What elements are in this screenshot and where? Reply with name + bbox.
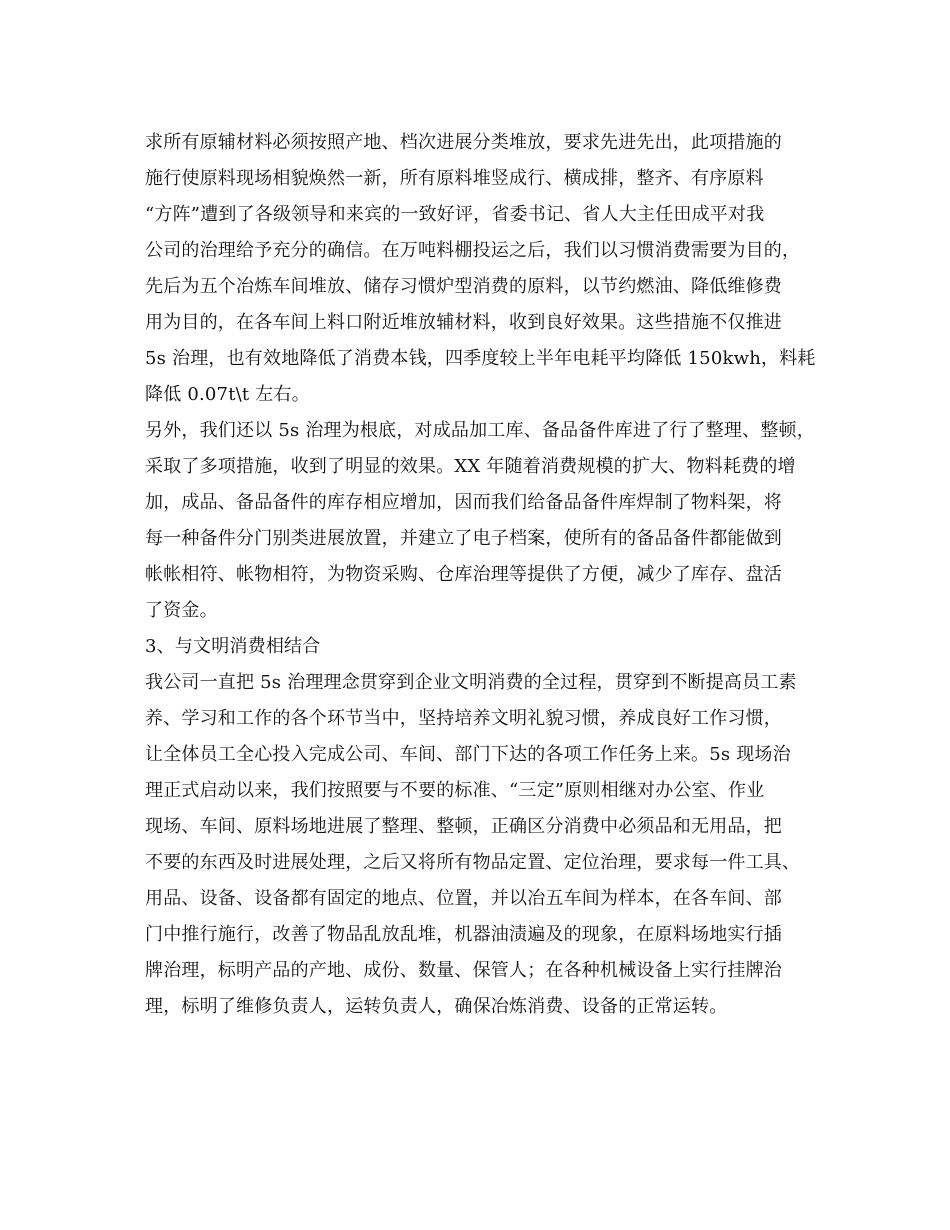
text-line: 另外，我们还以 5s 治理为根底，对成品加工库、备品备件库进了行了整理、整顿，	[145, 420, 815, 441]
text-line: 养、学习和工作的各个环节当中，坚持培养文明礼貌习惯，养成良好工作习惯，	[145, 708, 782, 729]
text-line: 用为目的，在各车间上料口附近堆放辅材料，收到良好效果。这些措施不仅推进	[145, 312, 782, 333]
text-line: 先后为五个冶炼车间堆放、储存习惯炉型消费的原料，以节约燃油、降低维修费	[145, 276, 782, 297]
text-line: 牌治理，标明产品的产地、成份、数量、保管人；在各种机械设备上实行挂牌治	[145, 960, 782, 981]
text-line: 每一种备件分门别类进展放置，并建立了电子档案，使所有的备品备件都能做到	[145, 528, 782, 549]
text-line: 公司的治理给予充分的确信。在万吨料棚投运之后，我们以习惯消费需要为目的，	[145, 240, 801, 261]
text-line: 让全体员工全心投入完成公司、车间、部门下达的各项工作任务上来。5s 现场治	[145, 744, 791, 765]
text-line: 理，标明了维修负责人，运转负责人，确保冶炼消费、设备的正常运转。	[145, 996, 728, 1017]
text-line: 理正式启动以来，我们按照要与不要的标准、“三定”原则相继对办公室、作业	[145, 780, 765, 801]
text-line: 我公司一直把 5s 治理理念贯穿到企业文明消费的全过程，贯穿到不断提高员工素	[145, 672, 797, 693]
text-line: 加，成品、备品备件的库存相应增加，因而我们给备品备件库焊制了物料架，将	[145, 492, 782, 513]
text-line: 5s 治理，也有效地降低了消费本钱，四季度较上半年电耗平均降低 150kwh，料耗	[145, 348, 816, 369]
text-line: 帐帐相符、帐物相符，为物资采购、仓库治理等提供了方便，减少了库存、盘活	[145, 564, 782, 585]
text-line: “方阵”遭到了各级领导和来宾的一致好评，省委书记、省人大主任田成平对我	[145, 204, 765, 225]
text-line: 采取了多项措施，收到了明显的效果。XX 年随着消费规模的扩大、物料耗费的增	[145, 456, 796, 477]
text-line: 施行使原料现场相貌焕然一新，所有原料堆竖成行、横成排，整齐、有序原料	[145, 168, 764, 189]
text-line: 用品、设备、设备都有固定的地点、位置，并以冶五车间为样本，在各车间、部	[145, 888, 782, 909]
text-line: 门中推行施行，改善了物品乱放乱堆，机器油渍遍及的现象，在原料场地实行插	[145, 924, 782, 945]
text-line: 现场、车间、原料场地进展了整理、整顿，正确区分消费中必须品和无用品，把	[145, 816, 782, 837]
text-line: 降低 0.07t\t 左右。	[145, 384, 310, 405]
text-line: 求所有原辅材料必须按照产地、档次进展分类堆放，要求先进先出，此项措施的	[145, 132, 782, 153]
text-line: 不要的东西及时进展处理，之后又将所有物品定置、定位治理，要求每一件工具、	[145, 852, 801, 873]
section-heading: 3、与文明消费相结合	[145, 636, 321, 657]
text-line: 了资金。	[145, 600, 218, 621]
